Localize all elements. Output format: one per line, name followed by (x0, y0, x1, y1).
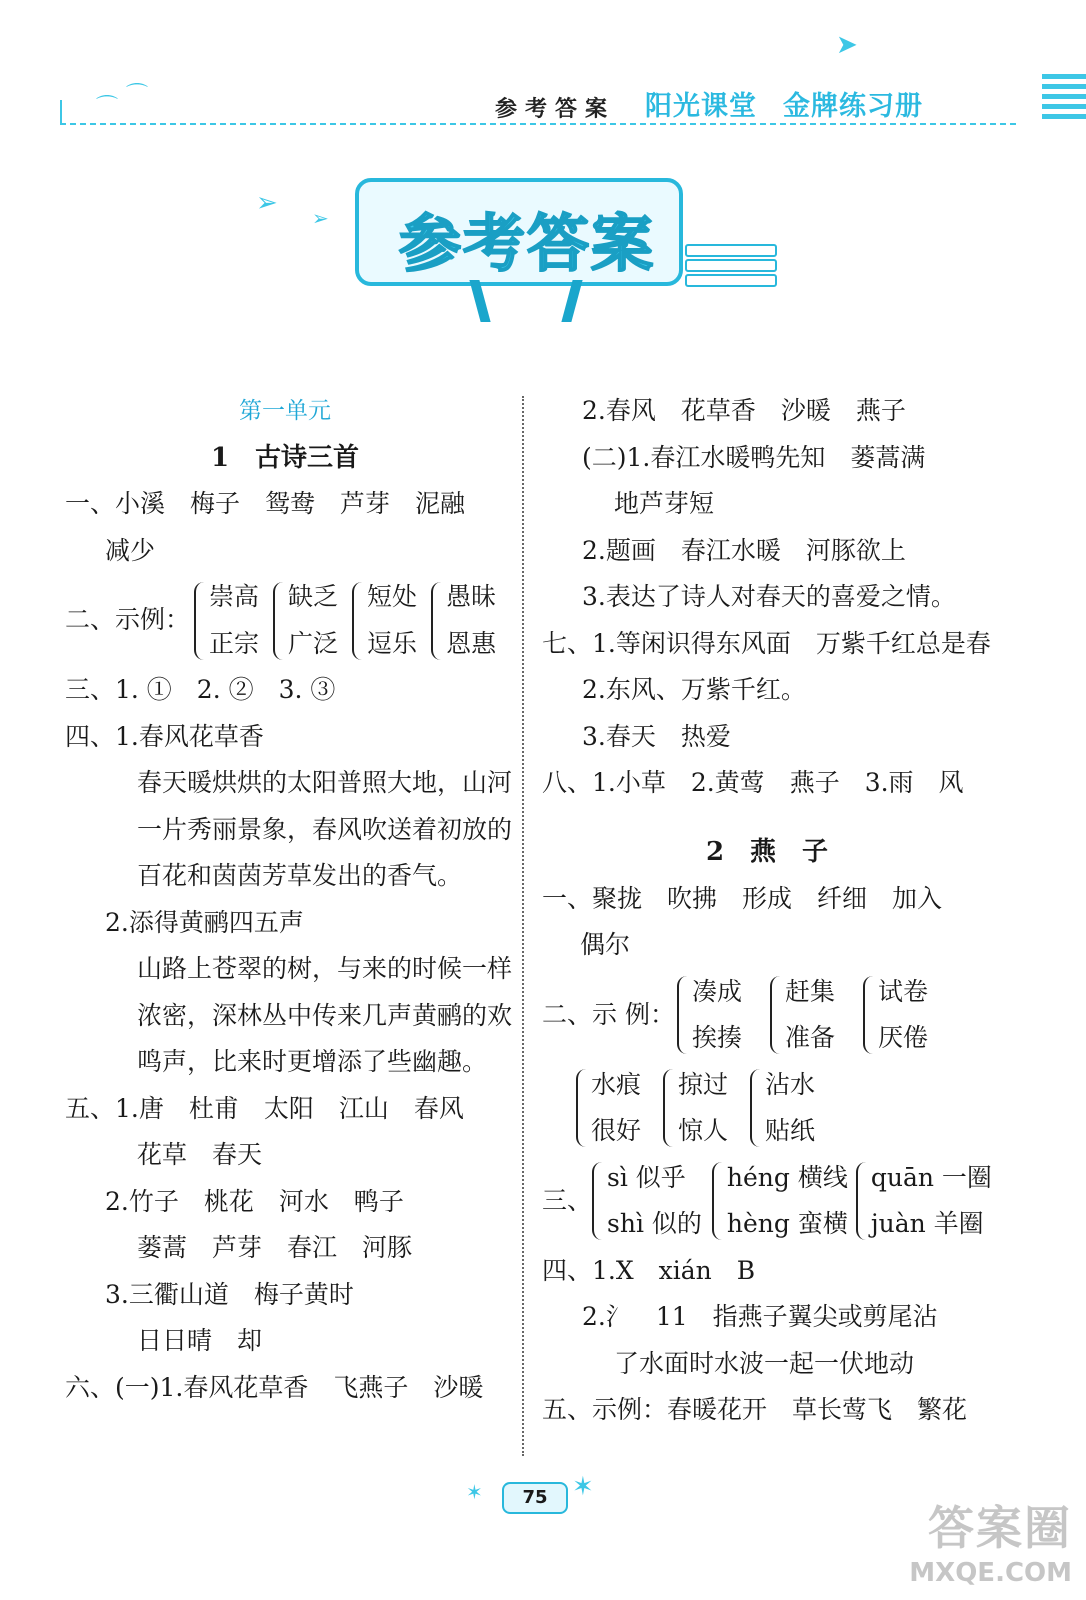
title-banner (355, 178, 715, 318)
word: 恩惠 (446, 628, 497, 658)
books-icon (685, 244, 777, 289)
word: 逗乐 (367, 628, 418, 658)
word: juàn 羊圈 (870, 1209, 984, 1238)
board-leg (469, 280, 490, 322)
column-divider (522, 396, 524, 1456)
answer-line: 2.添得黄鹂四五声 (105, 907, 304, 937)
brace-icon (677, 976, 688, 1054)
answer-line: 地芦芽短 (614, 489, 715, 518)
word-pair (273, 574, 338, 667)
unit-title: 第一单元 (239, 398, 331, 424)
word: quān 一圈 (870, 1162, 992, 1192)
answer-line: 一、聚拢 吹拂 形成 纤细 加入 (542, 883, 943, 913)
word: shì 似的 (607, 1209, 702, 1238)
word: 沾水 (765, 1069, 816, 1099)
lesson-title: 1 古诗三首 (210, 442, 360, 473)
word: 广泛 (288, 628, 339, 658)
brand-name: 阳光课堂 (645, 91, 757, 122)
answer-line: 山路上苍翠的树，与来的时候一样 (137, 954, 513, 983)
answer-line: 2.竹子 桃花 河水 鸭子 (105, 1186, 404, 1216)
answer-line: 春天暖烘烘的太阳普照大地，山河 (137, 768, 513, 797)
answer-line: 蒌蒿 芦芽 春江 河豚 (137, 1233, 413, 1262)
brace-icon (352, 582, 363, 660)
answer-line: 偶尔 (580, 930, 631, 959)
bird-icon: ⌒ (126, 83, 149, 108)
word: 挨揍 (691, 1023, 742, 1052)
banner-title: 参考答案 (399, 207, 656, 280)
brace-answers (65, 574, 505, 667)
brace-icon (273, 582, 284, 660)
watermark-logo: 答案圈 (928, 1501, 1072, 1555)
word: 贴纸 (765, 1116, 816, 1145)
word: héng 横线 (726, 1162, 848, 1192)
lesson-title: 2 燕 子 (705, 837, 829, 867)
word: 很好 (591, 1116, 642, 1145)
blackboard (355, 178, 683, 286)
brand-subtitle: 金牌练习册 (783, 91, 923, 122)
star-icon: ✶ (466, 1480, 483, 1504)
answer-line: 3.表达了诗人对春天的喜爱之情。 (582, 582, 956, 611)
plane-icon: ➤ (836, 30, 858, 60)
paper-plane-icon: ➢ (256, 188, 278, 218)
word: sì 似乎 (607, 1162, 686, 1192)
watermark (909, 1492, 1072, 1588)
answer-line: 2.氵 11 指燕子翼尖或剪尾沾 (582, 1302, 938, 1331)
header-ref-label: 参考答案 (495, 96, 616, 122)
answer-line: 一片秀丽景象，春风吹送着初放的 (137, 814, 513, 844)
word-pair (677, 969, 742, 1062)
word-pair (863, 969, 928, 1062)
word: 试卷 (877, 976, 928, 1006)
word: 厌倦 (877, 1023, 928, 1052)
answer-line: 六、(一)1.春风花草香 飞燕子 沙暖 (65, 1372, 484, 1402)
answer-line: 2.春风 花草香 沙暖 燕子 (582, 396, 906, 425)
header-brand (645, 84, 923, 123)
header-rule (60, 100, 62, 124)
word-pair (352, 574, 417, 667)
word: 缺乏 (288, 582, 339, 611)
brace-icon (712, 1162, 723, 1240)
answer-line: 了水面时水波一起一伏地动 (614, 1348, 915, 1378)
brace-icon (863, 976, 874, 1054)
word: 短处 (367, 582, 418, 611)
page-number: 75 (502, 1482, 568, 1514)
answer-line: 八、1.小草 2.黄莺 燕子 3.雨 风 (542, 768, 964, 797)
question-label: 二、示 例： (542, 999, 675, 1029)
answer-line: 五、1.唐 杜甫 太阳 江山 春风 (65, 1093, 464, 1123)
word-pair (194, 574, 259, 667)
word: 正宗 (209, 628, 260, 658)
question-label: 三、 (542, 1185, 593, 1215)
word-pair (750, 1062, 815, 1155)
side-tab (1042, 74, 1086, 126)
word: hèng 蛮横 (726, 1209, 848, 1238)
answer-line: (二)1.春江水暖鸭先知 蒌蒿满 (582, 442, 926, 472)
answer-line: 五、示例：春暖花开 草长莺飞 繁花 (542, 1395, 968, 1424)
pinyin-pair (592, 1155, 702, 1248)
bird-icon: ⌒ (96, 95, 119, 120)
left-column (65, 388, 513, 1411)
answer-line: 浓密，深林丛中传来几声黄鹂的欢 (137, 1000, 513, 1030)
answer-line: 2.东风、万紫千红。 (582, 675, 806, 704)
answer-line: 3.三衢山道 梅子黄时 (105, 1279, 354, 1309)
word: 愚昧 (446, 582, 497, 611)
question-label: 二、示例： (65, 605, 191, 635)
brace-icon (576, 1069, 587, 1147)
answer-line: 3.春天 热爱 (582, 721, 731, 751)
brace-icon (194, 582, 205, 660)
brace-icon (856, 1162, 867, 1240)
answer-line: 鸣声，比来时更增添了些幽趣。 (137, 1047, 488, 1076)
pinyin-pair (856, 1155, 992, 1248)
word: 崇高 (209, 582, 260, 611)
paper-plane-icon: ➢ (312, 206, 329, 230)
watermark-url: MXQE.COM (909, 1558, 1072, 1588)
right-column (542, 388, 992, 1458)
answer-line: 2.题画 春江水暖 河豚欲上 (582, 535, 906, 565)
page-footer (460, 1472, 620, 1518)
brace-icon (770, 976, 781, 1054)
word: 水痕 (591, 1069, 642, 1099)
brace-icon (592, 1162, 603, 1240)
answer-line: 四、1.X xián B (542, 1255, 756, 1285)
word: 赶集 (784, 976, 835, 1006)
answer-line: 一、小溪 梅子 鸳鸯 芦芽 泥融 (65, 489, 466, 518)
header-rule (60, 123, 1016, 125)
brace-icon (750, 1069, 761, 1147)
board-leg (561, 280, 582, 322)
word: 惊人 (678, 1116, 729, 1145)
word: 准备 (784, 1023, 835, 1052)
answer-line: 百花和茵茵芳草发出的香气。 (137, 861, 463, 890)
answer-line: 四、1.春风花草香 (65, 721, 264, 751)
answer-line: 减少 (105, 535, 156, 565)
brace-answers (542, 1062, 992, 1155)
brace-icon (663, 1069, 674, 1147)
word-pair (576, 1062, 641, 1155)
brace-answers (542, 969, 992, 1062)
pinyin-pair (712, 1155, 848, 1248)
brace-answers (542, 1155, 992, 1248)
star-icon: ✶ (572, 1472, 594, 1502)
word-pair (770, 969, 835, 1062)
word: 掠过 (678, 1069, 729, 1099)
brace-icon (431, 582, 442, 660)
answer-line: 三、1. ① 2. ② 3. ③ (65, 675, 336, 704)
word: 凑成 (691, 976, 742, 1006)
page-header (0, 0, 1086, 160)
answer-line: 花草 春天 (137, 1140, 263, 1169)
answer-line: 七、1.等闲识得东风面 万紫千红总是春 (542, 628, 991, 658)
answer-line: 日日晴 却 (137, 1326, 263, 1355)
word-pair (663, 1062, 728, 1155)
word-pair (431, 574, 496, 667)
